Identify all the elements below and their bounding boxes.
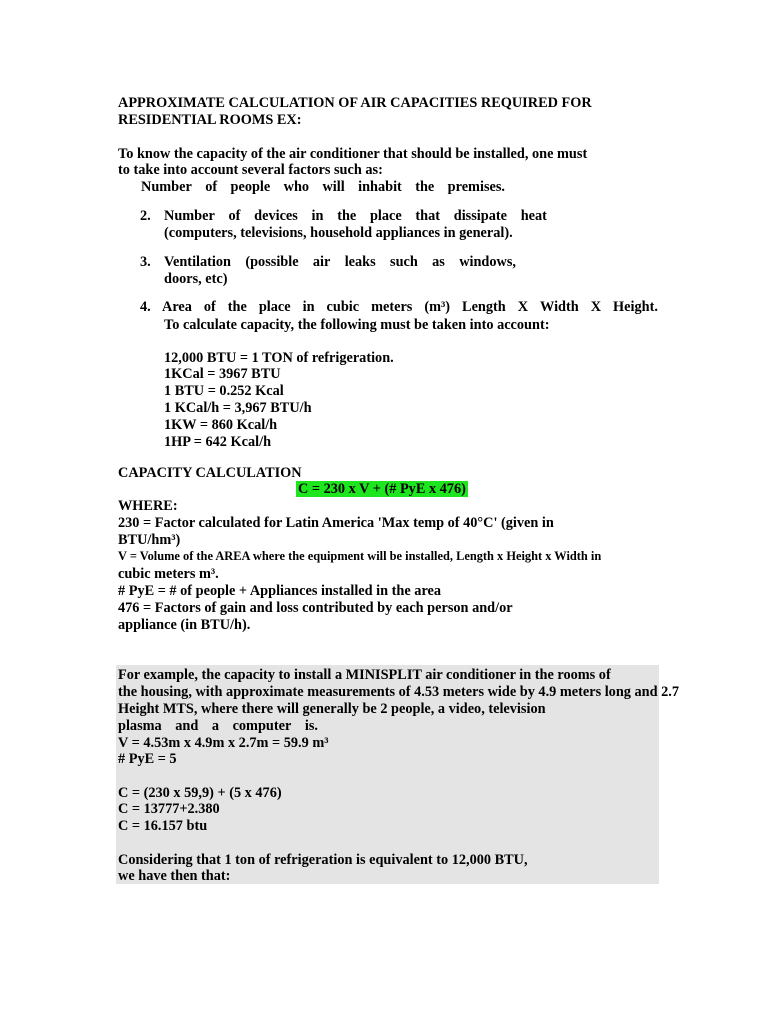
factor-item-3-number: 3. (140, 254, 151, 270)
word: the (337, 208, 357, 224)
def-476-line-2: appliance (in BTU/h). (118, 617, 251, 633)
word: the (227, 299, 247, 315)
conversion-line: 1HP = 642 Kcal/h (164, 434, 272, 450)
conversion-line: 1 KCal/h = 3,967 BTU/h (164, 400, 312, 416)
word: people (230, 179, 271, 195)
word: place (369, 208, 402, 224)
word: premises. (447, 179, 505, 195)
word: devices (254, 208, 298, 224)
word: such (390, 254, 418, 270)
word: (possible (245, 254, 299, 270)
example-line-4 (118, 718, 318, 735)
word: Area (162, 299, 192, 315)
factor-item-3-line-2: doors, etc) (164, 271, 228, 287)
word: Number (164, 208, 215, 224)
word: of (203, 299, 216, 315)
title-line-1: APPROXIMATE CALCULATION OF AIR CAPACITIES REQUIRED FOR (118, 95, 592, 111)
word: air (312, 254, 331, 270)
def-v-line-1: V = Volume of the AREA where the equipment will be installed, Length x Height x Width in (118, 549, 602, 563)
word: Number (141, 179, 192, 195)
word: in (311, 208, 324, 224)
example-conclusion-1: Considering that 1 ton of refrigeration is equivalent to 12,000 BTU, (118, 852, 528, 868)
word: will (322, 179, 345, 195)
word: Width (540, 299, 579, 315)
word: Ventilation (164, 254, 231, 270)
word: leaks (344, 254, 376, 270)
example-pye: # PyE = 5 (118, 751, 177, 767)
factor-item-1 (141, 179, 505, 196)
example-calc-3: C = 16.157 btu (118, 818, 208, 834)
word: heat (520, 208, 547, 224)
capacity-heading: CAPACITY CALCULATION (118, 465, 302, 481)
word: and (175, 718, 199, 734)
conversion-line: 1 BTU = 0.252 Kcal (164, 383, 284, 399)
def-v-line-2: cubic meters m³. (118, 566, 219, 582)
factor-item-2-line-2: (computers, televisions, household appliances in general). (164, 225, 513, 241)
word: is. (304, 718, 318, 734)
factor-item-3 (164, 254, 516, 271)
word: Length (462, 299, 506, 315)
def-230-line-2: BTU/hm³) (118, 532, 181, 548)
example-line-3: Height MTS, where there will generally be 2 people, a video, television (118, 701, 546, 717)
word: plasma (118, 718, 162, 734)
word: X (590, 299, 602, 315)
factor-item-2 (164, 208, 547, 225)
example-line-1: For example, the capacity to install a MINISPLIT air conditioner in the rooms of (118, 667, 611, 683)
example-volume: V = 4.53m x 4.9m x 2.7m = 59.9 m³ (118, 735, 329, 751)
factor-item-4 (162, 299, 658, 316)
word: of (205, 179, 218, 195)
conversion-line: 1KW = 860 Kcal/h (164, 417, 278, 433)
word: the (415, 179, 435, 195)
word: windows, (459, 254, 516, 270)
word: dissipate (453, 208, 507, 224)
word: in (302, 299, 315, 315)
word: who (283, 179, 310, 195)
conversion-line: 12,000 BTU = 1 TON of refrigeration. (164, 350, 394, 366)
word: inhabit (358, 179, 402, 195)
title-line-2: RESIDENTIAL ROOMS EX: (118, 112, 302, 128)
word: that (415, 208, 441, 224)
capacity-formula (296, 481, 468, 498)
word: (m³) (424, 299, 451, 315)
example-calc-2: C = 13777+2.380 (118, 801, 220, 817)
factor-item-2-number: 2. (140, 208, 151, 224)
word: meters (371, 299, 413, 315)
word: a (211, 718, 220, 734)
factor-item-4-line-2: To calculate capacity, the following must be taken into account: (164, 317, 550, 333)
word: X (517, 299, 529, 315)
word: computer (232, 718, 292, 734)
example-line-2: the housing, with approximate measurements of 4.53 meters wide by 4.9 meters long and 2.7 (118, 684, 679, 700)
where-label: WHERE: (118, 498, 178, 514)
formula-highlight: C = 230 x V + (# PyE x 476) (298, 481, 466, 497)
example-conclusion-2: we have then that: (118, 868, 231, 884)
conversion-line: 1KCal = 3967 BTU (164, 366, 281, 382)
intro-line-2: to take into account several factors such as: (118, 162, 383, 178)
word: place (258, 299, 291, 315)
factor-item-4-number: 4. (140, 299, 151, 315)
word: of (228, 208, 241, 224)
def-476-line-1: 476 = Factors of gain and loss contributed by each person and/or (118, 600, 513, 616)
word: cubic (326, 299, 360, 315)
def-230-line-1: 230 = Factor calculated for Latin America 'Max temp of 40°C' (given in (118, 515, 554, 531)
word: as (432, 254, 445, 270)
word: Height. (613, 299, 658, 315)
def-pye: # PyE = # of people + Appliances installed in the area (118, 583, 442, 599)
example-calc-1: C = (230 x 59,9) + (5 x 476) (118, 785, 282, 801)
intro-line-1: To know the capacity of the air conditioner that should be installed, one must (118, 146, 588, 162)
